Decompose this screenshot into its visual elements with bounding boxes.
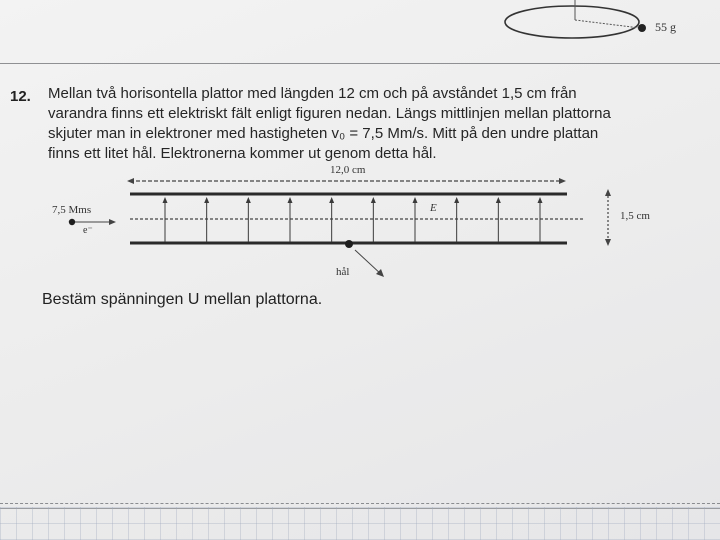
- gap-arrowhead-top: [605, 189, 611, 196]
- problem-line: varandra finns ett elektriskt fält enligt figuren nedan. Längs mittlinjen mellan plattorna: [48, 105, 611, 122]
- field-arrowhead: [288, 197, 293, 203]
- problem-number: 12.: [10, 88, 31, 105]
- field-arrowhead: [538, 197, 543, 203]
- field-arrowhead: [413, 197, 418, 203]
- field-arrowhead: [454, 197, 459, 203]
- velocity-arrowhead: [109, 219, 116, 225]
- electron-dot: [69, 219, 75, 225]
- task-question: Bestäm spänningen U mellan plattorna.: [42, 291, 323, 308]
- section-divider: [0, 63, 720, 64]
- disc-outline: [505, 6, 639, 38]
- electron-label: e⁻: [83, 225, 93, 236]
- field-arrowhead: [329, 197, 334, 203]
- field-arrowhead: [204, 197, 209, 203]
- weight-label: 55 g: [655, 20, 676, 34]
- capacitor-plate-figure: [0, 160, 720, 290]
- field-arrowhead: [496, 197, 501, 203]
- field-arrowhead: [163, 197, 168, 203]
- disc-radius: [575, 20, 640, 28]
- length-arrowhead-right: [559, 178, 566, 184]
- problem-line: skjuter man in elektroner med hastigheten v₀ = 7,5 Mm/s. Mitt på den undre plattan: [48, 125, 599, 142]
- problem-text: [48, 84, 718, 164]
- mass-dot: [638, 24, 646, 32]
- graph-paper-strip: [0, 507, 720, 540]
- length-arrowhead-left: [127, 178, 134, 184]
- field-arrowhead: [246, 197, 251, 203]
- length-label: 12,0 cm: [330, 164, 366, 176]
- hole-marker: [345, 240, 353, 248]
- previous-problem-figure: [500, 0, 720, 48]
- hole-pointer-line: [355, 250, 382, 275]
- field-label: E: [430, 202, 437, 214]
- field-arrowhead: [371, 197, 376, 203]
- gap-arrowhead-bottom: [605, 239, 611, 246]
- gap-label: 1,5 cm: [620, 210, 650, 222]
- problem-line: Mellan två horisontella plattor med längden 12 cm och på avståndet 1,5 cm från: [48, 85, 577, 102]
- hole-label: hål: [336, 266, 350, 278]
- problem-line: finns ett litet hål. Elektronerna kommer ut genom detta hål.: [48, 145, 437, 162]
- speed-label: 7,5 Mms: [52, 204, 92, 216]
